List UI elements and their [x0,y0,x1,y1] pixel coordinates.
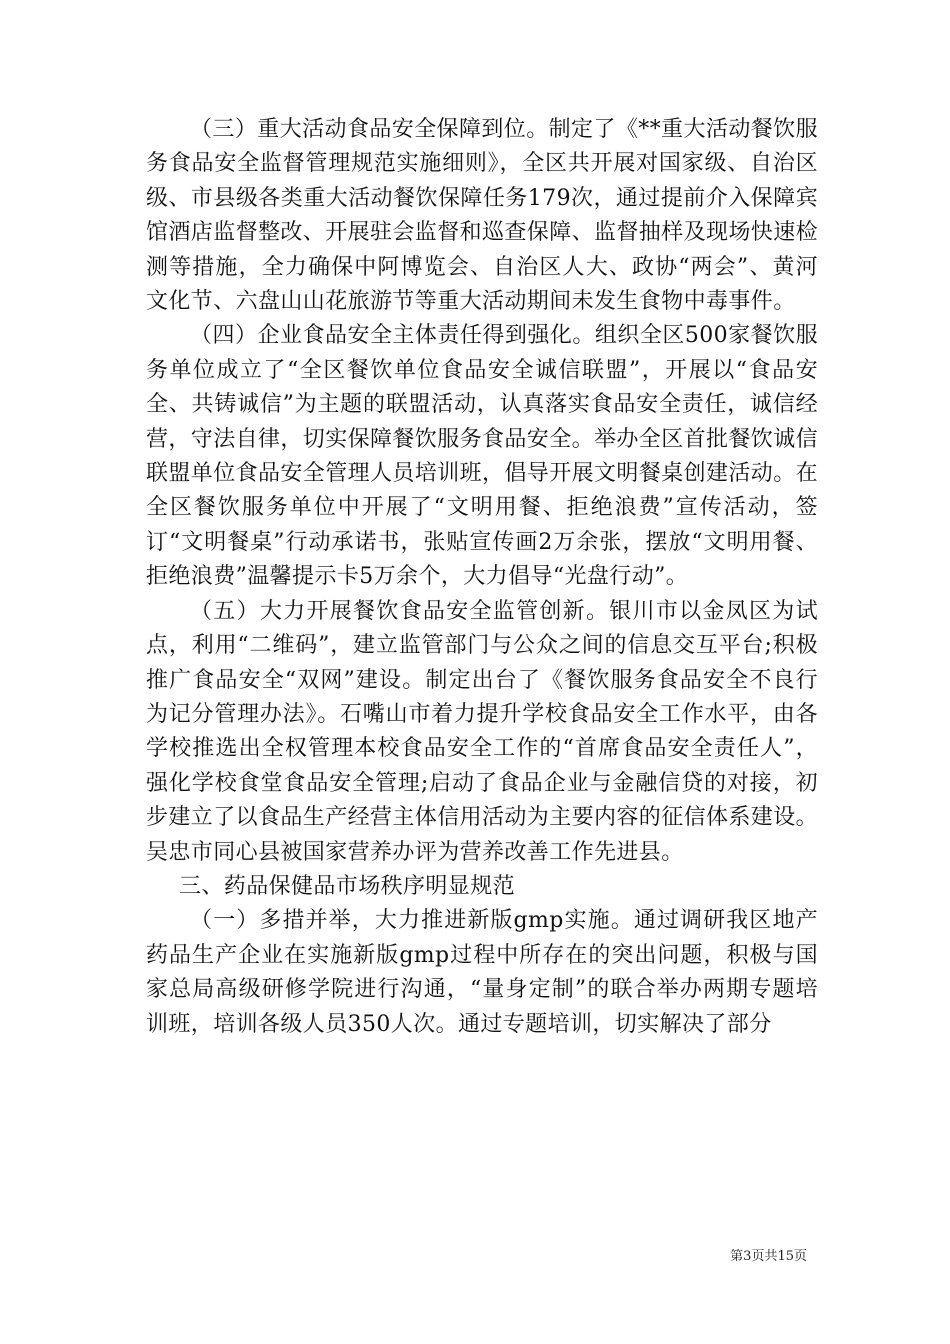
paragraph-supervision-innovation: （五）大力开展餐饮食品安全监管创新。银川市以金凤区为试点，利用“二维码”，建立监管部门与公众之间的信息交互平台;积极推广食品安全“双网”建设。制定出台了《餐饮服务食品安全不良行为记分管理办法》。石嘴山市着力提升学校食品安全工作水平，由各学校推选出全权管理本校食品安全工作的“首席食品安全责任人”，强化学校食堂食品安全管理;启动了食品企业与金融信贷的对接，初步建立了以食品生产经营主体信用活动为主要内容的征信体系建设。吴忠市同心县被国家营养办评为营养改善工作先进县。 [146,598,819,865]
paragraph-enterprise-responsibility: （四）企业食品安全主体责任得到强化。组织全区500家餐饮服务单位成立了“全区餐饮单位食品安全诚信联盟”，开展以“食品安全、共铸诚信”为主题的联盟活动，认真落实食品安全责任，诚信经营，守法自律，切实保障餐饮服务食品安全。举办全区首批餐饮诚信联盟单位食品安全管理人员培训班，倡导开展文明餐桌创建活动。在全区餐饮服务单位中开展了“文明用餐、拒绝浪费”宣传活动，签订“文明餐桌”行动承诺书，张贴宣传画2万余张，摆放“文明用餐、拒绝浪费”温馨提示卡5万余个，大力倡导“光盘行动”。 [146,323,819,590]
paragraph-gmp-implementation: （一）多措并举，大力推进新版gmp实施。通过调研我区地产药品生产企业在实施新版gmp过程中所存在的突出问题，积极与国家总局高级研修学院进行沟通，“量身定制”的联合举办两期专题培训班，培训各级人员350人次。通过专题培训，切实解决了部分 [146,908,818,1037]
document-body [146,113,818,1042]
section-heading: 三、药品保健品市场秩序明显规范 [179,873,516,899]
paragraph-major-event-safety: （三）重大活动食品安全保障到位。制定了《**重大活动餐饮服务食品安全监督管理规范实施细则》，全区共开展对国家级、自治区级、市县级各类重大活动餐饮保障任务179次，通过提前介入保障宾馆酒店监督整改、开展驻会监督和巡查保障、监督抽样及现场快速检测等措施，全力确保中阿博览会、自治区人大、政协“两会”、黄河文化节、六盘山山花旅游节等重大活动期间未发生食物中毒事件。 [146,117,819,315]
page-number-footer: 第3页共15页 [730,1249,807,1264]
